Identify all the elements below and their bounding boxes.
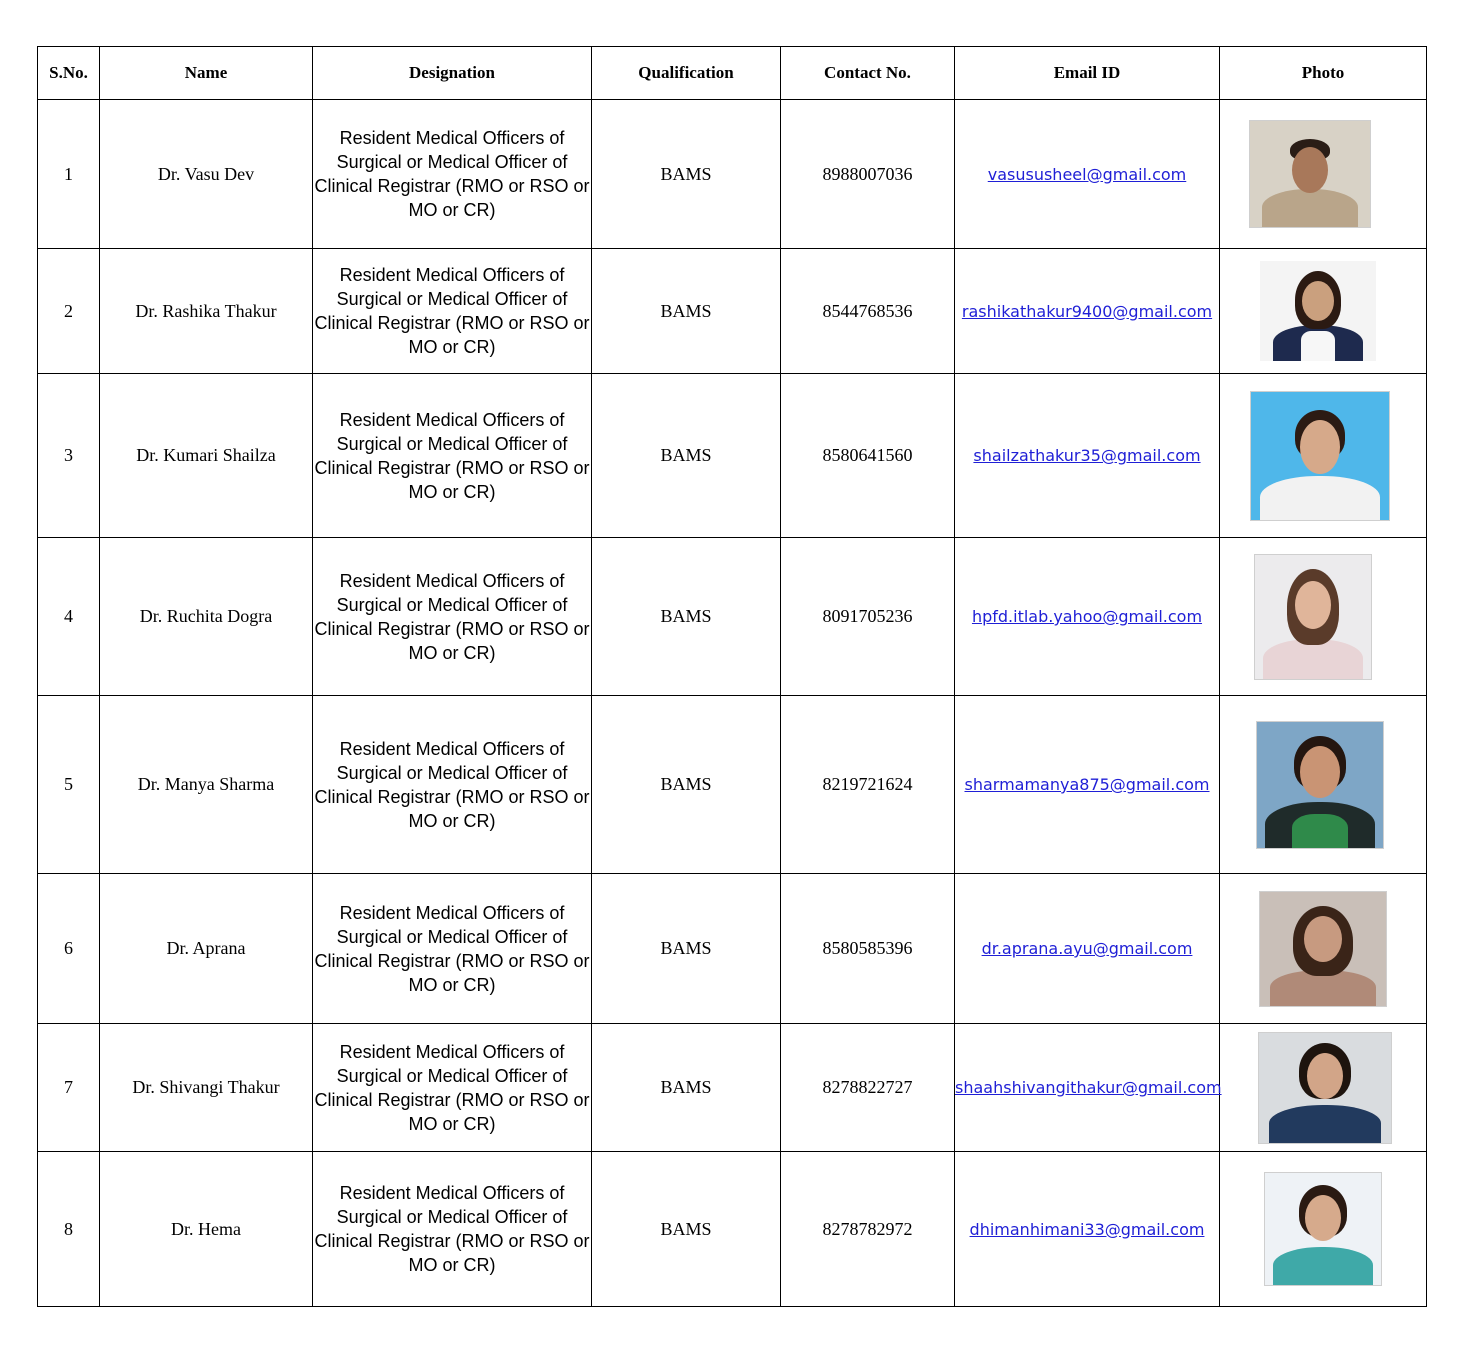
sno-cell: 3	[38, 374, 100, 538]
designation-cell: Resident Medical Officers of Surgical or Medical Officer of Clinical Registrar (RMO or RSO or MO or CR)	[313, 100, 592, 249]
header-contact: Contact No.	[781, 47, 955, 100]
designation-cell: Resident Medical Officers of Surgical or Medical Officer of Clinical Registrar (RMO or RSO or MO or CR)	[313, 1024, 592, 1152]
photo-image	[1255, 555, 1371, 679]
photo-image	[1260, 892, 1386, 1006]
email-cell	[955, 1152, 1220, 1307]
header-photo: Photo	[1220, 47, 1427, 100]
header-designation: Designation	[313, 47, 592, 100]
photo-cell	[1220, 100, 1427, 249]
designation-cell: Resident Medical Officers of Surgical or Medical Officer of Clinical Registrar (RMO or RSO or MO or CR)	[313, 538, 592, 696]
table-row	[38, 100, 1427, 249]
table-row	[38, 1024, 1427, 1152]
photo-cell	[1220, 874, 1427, 1024]
table-row	[38, 249, 1427, 374]
designation-cell: Resident Medical Officers of Surgical or Medical Officer of Clinical Registrar (RMO or RSO or MO or CR)	[313, 1152, 592, 1307]
email-link[interactable]: rashikathakur9400@gmail.com	[961, 301, 1213, 321]
qualification-cell: BAMS	[592, 374, 781, 538]
designation-cell: Resident Medical Officers of Surgical or Medical Officer of Clinical Registrar (RMO or RSO or MO or CR)	[313, 696, 592, 874]
name-cell: Dr. Vasu Dev	[100, 100, 313, 249]
table-row	[38, 696, 1427, 874]
qualification-cell: BAMS	[592, 874, 781, 1024]
sno-cell: 6	[38, 874, 100, 1024]
name-cell: Dr. Rashika Thakur	[100, 249, 313, 374]
email-cell	[955, 1024, 1220, 1152]
qualification-cell: BAMS	[592, 1152, 781, 1307]
email-cell	[955, 100, 1220, 249]
email-cell	[955, 538, 1220, 696]
photo-image	[1259, 1033, 1391, 1143]
photo-cell	[1220, 1024, 1427, 1152]
email-link[interactable]: sharmamanya875@gmail.com	[964, 775, 1210, 794]
sno-cell: 8	[38, 1152, 100, 1307]
name-cell: Dr. Aprana	[100, 874, 313, 1024]
header-name: Name	[100, 47, 313, 100]
sno-cell: 4	[38, 538, 100, 696]
header-row	[38, 47, 1427, 100]
photo-image	[1260, 261, 1376, 361]
email-link[interactable]: vasususheel@gmail.com	[987, 164, 1187, 184]
email-cell	[955, 696, 1220, 874]
qualification-cell: BAMS	[592, 538, 781, 696]
photo-image	[1251, 392, 1389, 520]
table-row	[38, 874, 1427, 1024]
designation-cell: Resident Medical Officers of Surgical or Medical Officer of Clinical Registrar (RMO or RSO or MO or CR)	[313, 374, 592, 538]
email-link[interactable]: dr.aprana.ayu@gmail.com	[981, 939, 1193, 958]
table-row	[38, 538, 1427, 696]
photo-cell	[1220, 538, 1427, 696]
qualification-cell: BAMS	[592, 1024, 781, 1152]
sno-cell: 7	[38, 1024, 100, 1152]
contact-cell: 8580641560	[781, 374, 955, 538]
header-sno: S.No.	[38, 47, 100, 100]
sno-cell: 1	[38, 100, 100, 249]
header-email: Email ID	[955, 47, 1220, 100]
header-qualification: Qualification	[592, 47, 781, 100]
qualification-cell: BAMS	[592, 100, 781, 249]
sno-cell: 2	[38, 249, 100, 374]
email-link[interactable]: dhimanhimani33@gmail.com	[969, 1219, 1205, 1239]
contact-cell: 8580585396	[781, 874, 955, 1024]
sno-cell: 5	[38, 696, 100, 874]
designation-cell: Resident Medical Officers of Surgical or Medical Officer of Clinical Registrar (RMO or RSO or MO or CR)	[313, 874, 592, 1024]
qualification-cell: BAMS	[592, 249, 781, 374]
designation-cell: Resident Medical Officers of Surgical or Medical Officer of Clinical Registrar (RMO or RSO or MO or CR)	[313, 249, 592, 374]
table-row	[38, 374, 1427, 538]
table-row	[38, 1152, 1427, 1307]
contact-cell: 8091705236	[781, 538, 955, 696]
email-cell	[955, 374, 1220, 538]
photo-image	[1265, 1173, 1381, 1285]
email-link[interactable]: shaahshivangithakur@gmail.com	[955, 1078, 1222, 1097]
photo-image	[1257, 722, 1383, 848]
name-cell: Dr. Shivangi Thakur	[100, 1024, 313, 1152]
contact-cell: 8988007036	[781, 100, 955, 249]
contact-cell: 8219721624	[781, 696, 955, 874]
photo-cell	[1220, 374, 1427, 538]
name-cell: Dr. Kumari Shailza	[100, 374, 313, 538]
name-cell: Dr. Ruchita Dogra	[100, 538, 313, 696]
contact-cell: 8278822727	[781, 1024, 955, 1152]
name-cell: Dr. Manya Sharma	[100, 696, 313, 874]
name-cell: Dr. Hema	[100, 1152, 313, 1307]
email-cell	[955, 874, 1220, 1024]
staff-table	[37, 46, 1427, 1307]
qualification-cell: BAMS	[592, 696, 781, 874]
email-cell	[955, 249, 1220, 374]
contact-cell: 8278782972	[781, 1152, 955, 1307]
photo-image	[1250, 121, 1370, 227]
email-link[interactable]: hpfd.itlab.yahoo@gmail.com	[971, 607, 1203, 626]
photo-cell	[1220, 696, 1427, 874]
email-link[interactable]: shailzathakur35@gmail.com	[973, 446, 1201, 465]
contact-cell: 8544768536	[781, 249, 955, 374]
photo-cell	[1220, 249, 1427, 374]
photo-cell	[1220, 1152, 1427, 1307]
